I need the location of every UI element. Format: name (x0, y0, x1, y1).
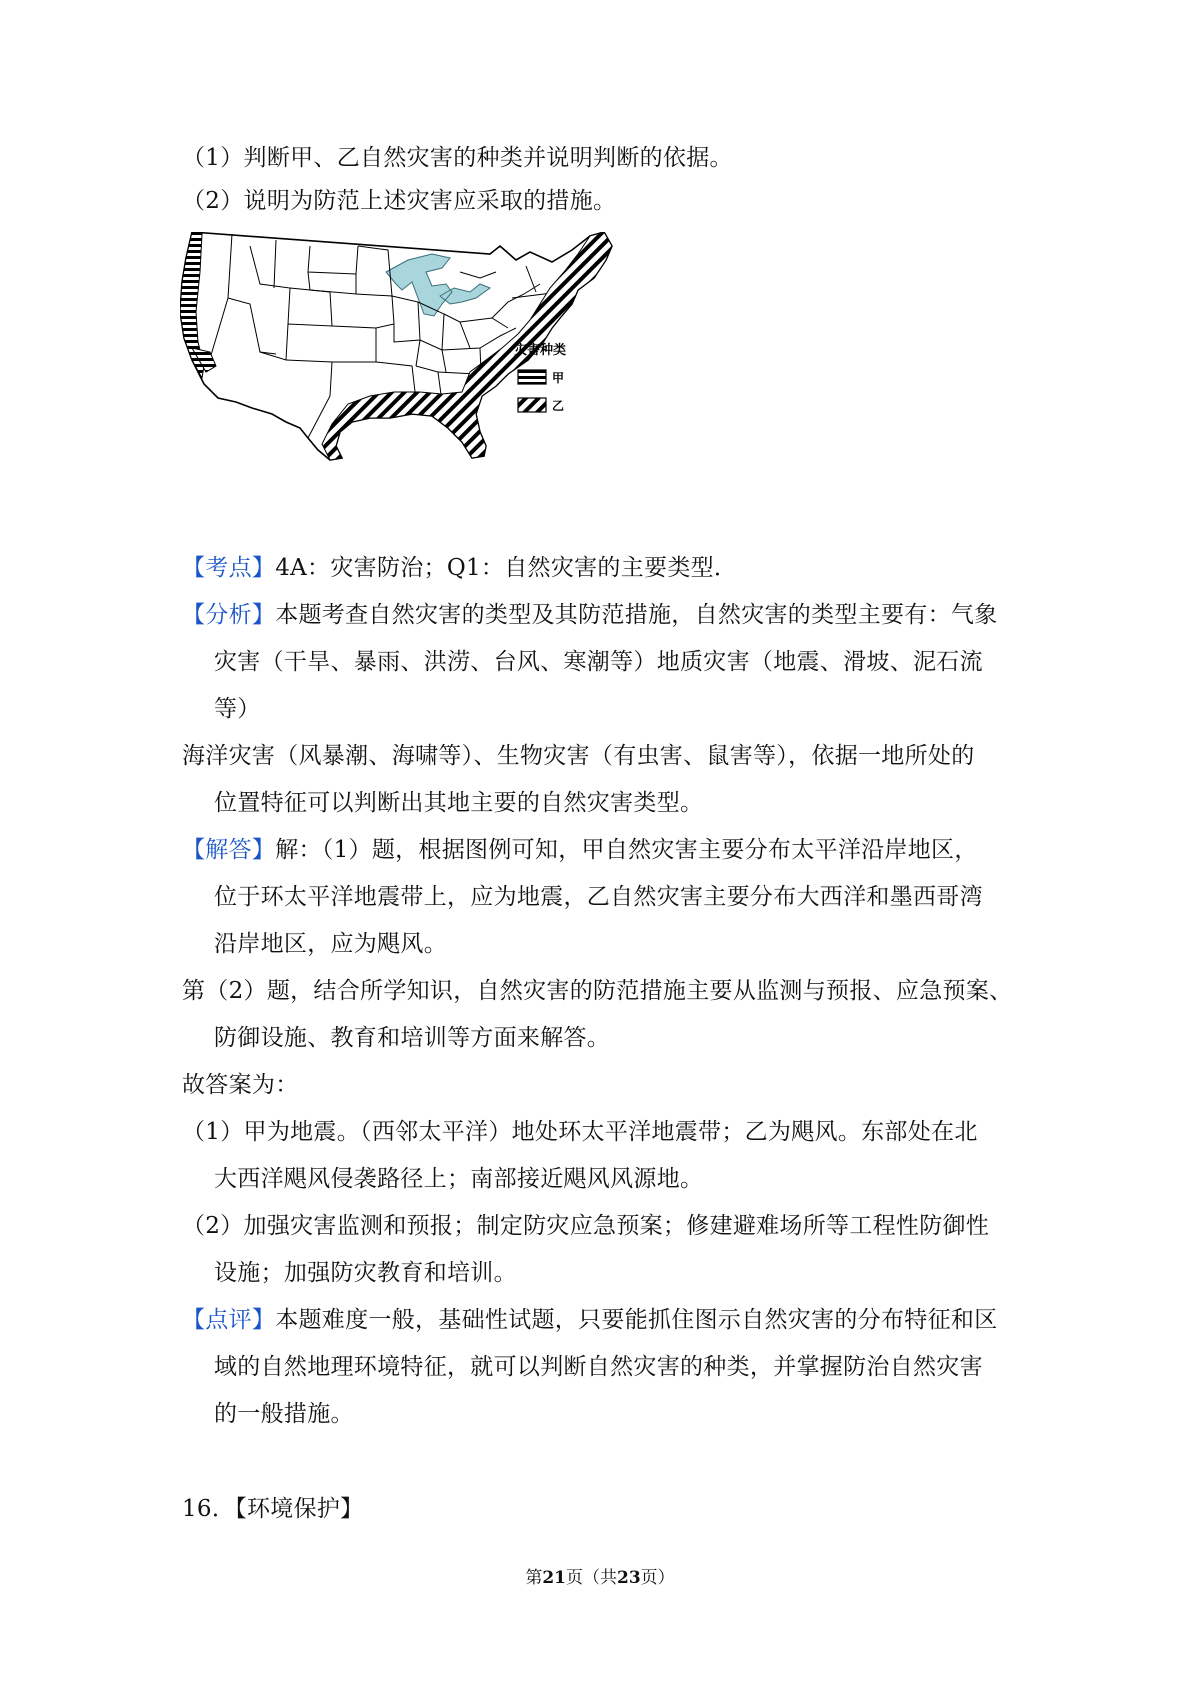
fenxi-text-1: 本题考查自然灾害的类型及其防范措施，自然灾害的类型主要有：气象 (275, 602, 998, 628)
answer-2-line-1: （2）加强灾害监测和预报；制定防灾应急预案；修建避难场所等工程性防御性 (182, 1213, 990, 1239)
kaodian-line (182, 553, 737, 583)
kaodian-text: 4A：灾害防治；Q1：自然灾害的主要类型． (275, 555, 738, 581)
fenxi-line-2: 灾害（干旱、暴雨、洪涝、台风、寒潮等）地质灾害（地震、滑坡、泥石流 (214, 649, 983, 675)
jieda-line-5: 防御设施、教育和培训等方面来解答。 (214, 1025, 611, 1051)
footer-total-pages: 23 (617, 1568, 641, 1588)
answer-label: 故答案为： (182, 1072, 299, 1098)
answer-2-line-2: 设施；加强防灾教育和培训。 (214, 1260, 517, 1286)
jieda-line-2: 位于环太平洋地震带上，应为地震，乙自然灾害主要分布大西洋和墨西哥湾 (214, 884, 983, 910)
dianping-line-3: 的一般措施。 (214, 1401, 354, 1427)
footer-pre: 第 (525, 1568, 543, 1588)
answer-1-line-1: （1）甲为地震。（西邻太平洋）地处环太平洋地震带；乙为飓风。东部处在北 (182, 1119, 978, 1145)
fenxi-line-4: 海洋灾害（风暴潮、海啸等）、生物灾害（有虫害、鼠害等），依据一地所处的 (182, 743, 975, 769)
dianping-text-1: 本题难度一般，基础性试题，只要能抓住图示自然灾害的分布特征和区 (275, 1307, 998, 1333)
fenxi-line-1 (182, 600, 998, 630)
jieda-line-1 (182, 835, 978, 865)
legend-swatch-jia (518, 370, 546, 384)
fenxi-tag: 【分析】 (182, 602, 276, 628)
question-1: （1）判断甲、乙自然灾害的种类并说明判断的依据。 (182, 145, 733, 171)
answer-1-line-2: 大西洋飓风侵袭路径上；南部接近飓风风源地。 (214, 1166, 704, 1192)
legend-label-yi: 乙 (552, 399, 565, 413)
jieda-line-3: 沿岸地区，应为飓风。 (214, 931, 447, 957)
page-footer (0, 1566, 1200, 1590)
dianping-tag: 【点评】 (182, 1307, 276, 1333)
dianping-line-1 (182, 1305, 998, 1335)
jieda-text-1: 解：（1）题，根据图例可知，甲自然灾害主要分布太平洋沿岸地区， (275, 837, 978, 863)
legend-label-jia: 甲 (552, 371, 565, 385)
next-section-heading: 16．【环境保护】 (182, 1496, 364, 1522)
fenxi-line-5: 位置特征可以判断出其地主要的自然灾害类型。 (214, 790, 704, 816)
jieda-line-4: 第（2）题，结合所学知识，自然灾害的防范措施主要从监测与预报、应急预案、 (182, 978, 1013, 1004)
footer-mid: 页（共 (566, 1568, 617, 1588)
legend-title: 灾害种类 (514, 343, 567, 358)
footer-page-number: 21 (542, 1568, 566, 1588)
us-disaster-map (180, 232, 640, 500)
footer-post: 页） (640, 1568, 675, 1588)
dianping-line-2: 域的自然地理环境特征，就可以判断自然灾害的种类，并掌握防治自然灾害 (214, 1354, 983, 1380)
question-2: （2）说明为防范上述灾害应采取的措施。 (182, 188, 617, 214)
fenxi-line-3: 等） (214, 696, 261, 722)
kaodian-tag: 【考点】 (182, 555, 276, 581)
legend-swatch-yi (518, 398, 546, 412)
jieda-tag: 【解答】 (182, 837, 276, 863)
